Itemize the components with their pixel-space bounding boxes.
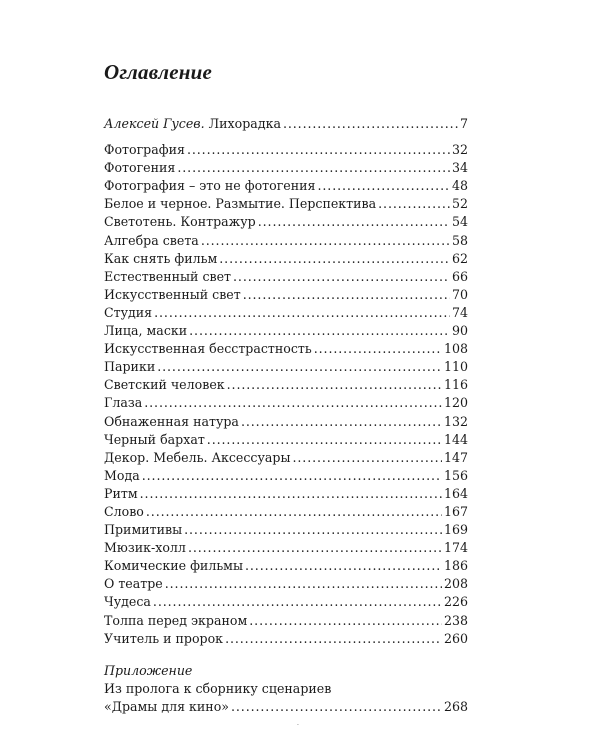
dot-leader: [157, 358, 442, 376]
toc-entry-label: Фотогения: [104, 160, 176, 176]
dot-leader: [243, 286, 450, 304]
intro-author: Алексей Гусев.: [104, 116, 205, 131]
toc-entry-page: 48: [451, 178, 468, 194]
toc-entry-page: 226: [443, 594, 468, 610]
dot-leader: [189, 322, 450, 340]
toc-entry-label: Белое и черное. Размытие. Перспектива: [104, 196, 377, 212]
dot-leader: [187, 141, 450, 159]
toc-entry-label: Студия: [104, 304, 153, 320]
toc-entry-label: Алгебра света: [104, 232, 199, 248]
toc-entry[interactable]: [104, 286, 468, 304]
dot-leader: [184, 521, 442, 539]
toc-entry-page: 52: [451, 196, 468, 212]
toc-entry[interactable]: [104, 612, 468, 630]
toc-entry-label: Как снять фильм: [104, 250, 218, 266]
toc-entry-label: Искусственная бесстрастность: [104, 341, 312, 357]
toc-entry-page: 34: [451, 160, 468, 176]
dot-leader: [258, 213, 450, 231]
toc-entry[interactable]: [104, 141, 468, 159]
toc-entry[interactable]: [104, 539, 468, 557]
toc-entry[interactable]: [104, 413, 468, 431]
dot-leader: [154, 304, 450, 322]
toc-entry[interactable]: [104, 376, 468, 394]
toc-entry-label: Черный бархат: [104, 431, 205, 447]
appendix-section: [104, 662, 468, 716]
toc-entry-page: 144: [443, 431, 468, 447]
toc-entry-page: 208: [443, 576, 468, 592]
toc-entry-label: [104, 115, 281, 133]
toc-entry-label: Примитивы: [104, 522, 183, 538]
dot-leader: [233, 268, 450, 286]
toc-entry-page: 156: [443, 467, 468, 483]
toc-entry[interactable]: [104, 268, 468, 286]
dot-leader: [245, 557, 442, 575]
toc-entry-page: 120: [443, 395, 468, 411]
toc-entry-label: Светотень. Контражур: [104, 214, 256, 230]
toc-page: [104, 60, 468, 716]
toc-entry-appendix[interactable]: [104, 698, 468, 716]
toc-list: [104, 115, 468, 133]
toc-entry-page: 116: [443, 377, 468, 393]
toc-entry-label: Декор. Мебель. Аксессуары: [104, 449, 291, 465]
dot-leader: [231, 698, 442, 716]
toc-entry-page: 32: [451, 142, 468, 158]
toc-entry-label: Толпа перед экраном: [104, 612, 248, 628]
toc-entry[interactable]: [104, 431, 468, 449]
toc-entry[interactable]: [104, 557, 468, 575]
dot-leader: [165, 575, 442, 593]
toc-entry[interactable]: [104, 485, 468, 503]
toc-entry-label: Глаза: [104, 395, 143, 411]
toc-entry-intro[interactable]: [104, 115, 468, 133]
toc-entry[interactable]: [104, 521, 468, 539]
toc-entry[interactable]: [104, 177, 468, 195]
toc-entry[interactable]: [104, 503, 468, 521]
toc-chapters: [104, 141, 468, 648]
appendix-line-1: Из пролога к сборнику сценариев: [104, 680, 332, 696]
intro-title: Лихорадка: [208, 116, 281, 131]
toc-entry[interactable]: [104, 593, 468, 611]
dot-leader: [249, 612, 442, 630]
toc-entry[interactable]: [104, 630, 468, 648]
dot-leader: [225, 630, 442, 648]
appendix-heading: Приложение: [104, 662, 193, 678]
toc-entry-label: Фотография: [104, 142, 185, 158]
toc-entry-label: Светский человек: [104, 377, 225, 393]
appendix-entry-list: [104, 698, 468, 716]
toc-entry-label: Искусственный свет: [104, 286, 241, 302]
dot-leader: [140, 485, 442, 503]
toc-entry-label: Учитель и пророк: [104, 630, 224, 646]
toc-entry-page: 110: [443, 359, 468, 375]
dot-leader: [177, 159, 450, 177]
toc-entry[interactable]: [104, 322, 468, 340]
dot-leader: [283, 115, 458, 133]
toc-entry-label: Парики: [104, 359, 156, 375]
page-folio-mark: .: [297, 720, 299, 727]
toc-entry-page: 70: [451, 286, 468, 302]
toc-entry-page: 167: [443, 503, 468, 519]
dot-leader: [219, 250, 450, 268]
toc-entry-label: Чудеса: [104, 594, 151, 610]
dot-leader: [188, 539, 442, 557]
toc-entry-label: Лица, маски: [104, 323, 188, 339]
toc-entry-page: 147: [443, 449, 468, 465]
dot-leader: [317, 177, 449, 195]
toc-entry[interactable]: [104, 340, 468, 358]
toc-entry-page: 238: [443, 612, 468, 628]
toc-entry[interactable]: [104, 195, 468, 213]
toc-entry-label: Комические фильмы: [104, 558, 243, 574]
toc-entry-page: 62: [451, 250, 468, 266]
toc-entry-page: 74: [451, 304, 468, 320]
toc-entry-page: 108: [443, 341, 468, 357]
toc-entry-label: Мода: [104, 467, 140, 483]
toc-entry-page: 260: [443, 630, 468, 646]
dot-leader: [378, 195, 450, 213]
toc-entry-page: 164: [443, 485, 468, 501]
toc-entry-page: 7: [459, 116, 468, 131]
toc-entry[interactable]: [104, 449, 468, 467]
dot-leader: [153, 593, 442, 611]
toc-entry-label: О театре: [104, 576, 163, 592]
toc-entry-label: Мюзик-холл: [104, 540, 186, 556]
toc-entry-label: Фотография – это не фотогения: [104, 178, 316, 194]
toc-entry-page: 90: [451, 323, 468, 339]
toc-entry[interactable]: [104, 250, 468, 268]
page-title: Оглавление: [104, 60, 213, 84]
toc-entry[interactable]: [104, 575, 468, 593]
toc-entry-page: 58: [451, 232, 468, 248]
toc-entry-page: 132: [443, 413, 468, 429]
toc-entry[interactable]: [104, 213, 468, 231]
toc-entry-page: 66: [451, 268, 468, 284]
toc-entry-label: Естественный свет: [104, 268, 232, 284]
toc-entry-label: Слово: [104, 503, 144, 519]
toc-entry[interactable]: [104, 467, 468, 485]
toc-entry-page: 186: [443, 558, 468, 574]
toc-entry-page: 268: [443, 698, 468, 714]
toc-entry[interactable]: [104, 358, 468, 376]
dot-leader: [314, 340, 442, 358]
dot-leader: [146, 503, 442, 521]
toc-entry[interactable]: [104, 232, 468, 250]
dot-leader: [241, 413, 442, 431]
dot-leader: [227, 376, 442, 394]
toc-entry-label: Обнаженная натура: [104, 413, 239, 429]
toc-entry-label: «Драмы для кино»: [104, 698, 229, 714]
toc-entry[interactable]: [104, 159, 468, 177]
dot-leader: [207, 431, 442, 449]
dot-leader: [142, 467, 442, 485]
toc-entry[interactable]: [104, 304, 468, 322]
toc-entry-page: 54: [451, 214, 468, 230]
toc-entry-page: 174: [443, 540, 468, 556]
toc-entry-page: 169: [443, 522, 468, 538]
toc-entry-label: Ритм: [104, 485, 138, 501]
dot-leader: [201, 232, 450, 250]
toc-entry[interactable]: [104, 394, 468, 412]
dot-leader: [292, 449, 441, 467]
dot-leader: [144, 394, 442, 412]
